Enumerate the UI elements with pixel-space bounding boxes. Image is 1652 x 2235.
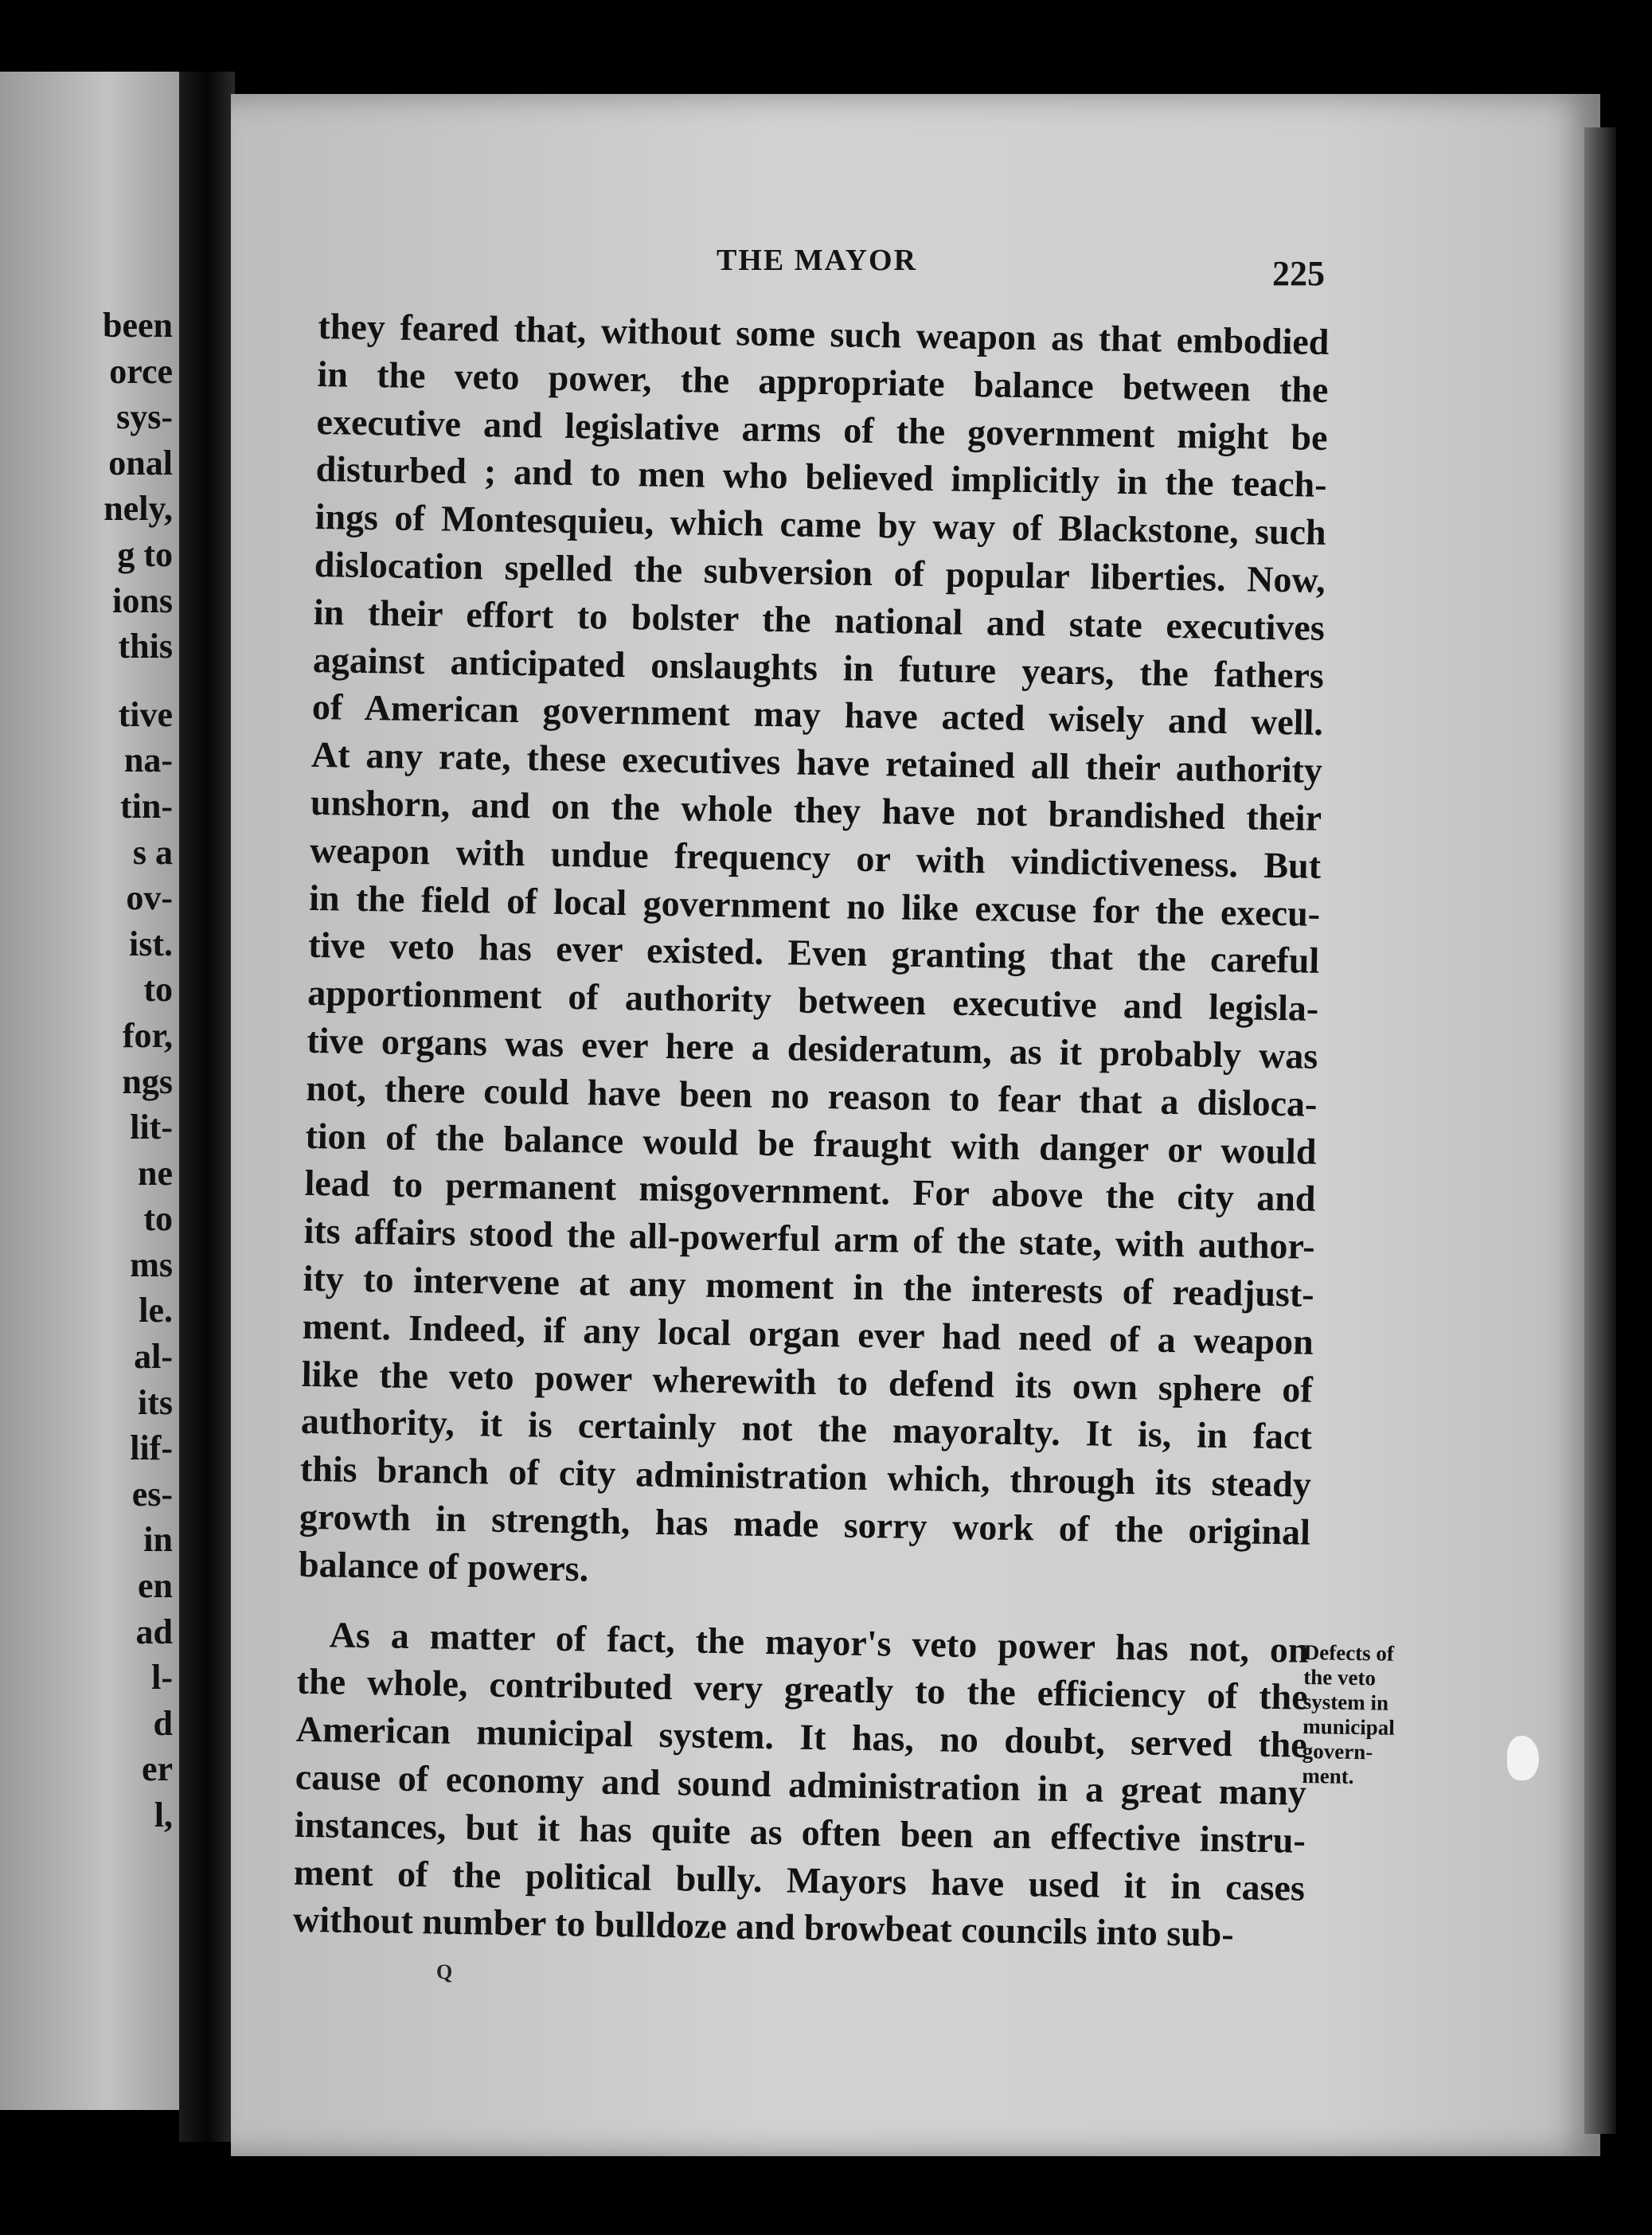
running-head: THE MAYOR	[717, 244, 918, 277]
text-line: As a matter of fact, the mayor's veto power has not, on	[329, 1613, 1309, 1670]
text-line: lead to permanent misgovernment. For above the city and	[304, 1162, 1316, 1220]
line-fragment: er	[141, 1749, 173, 1789]
text-line: American municipal system. It has, no doubt, served the	[295, 1708, 1308, 1765]
previous-page-line-endings	[103, 303, 173, 1838]
text-line: tion of the balance would be fraught with danger or would	[305, 1115, 1317, 1172]
line-fragment: g to	[117, 534, 173, 574]
text-line: in the field of local government no like excuse for the execu-	[308, 877, 1321, 934]
line-fragment: tin-	[120, 786, 173, 826]
page-number: 225	[1272, 254, 1325, 293]
line-fragment: d	[153, 1703, 173, 1743]
sidenote-line: govern-	[1302, 1738, 1373, 1764]
line-fragment: sys-	[116, 397, 173, 437]
sidenote-line: Defects of	[1303, 1640, 1395, 1666]
line-fragment: been	[103, 306, 173, 345]
line-fragment: to	[143, 1199, 173, 1239]
text-line: without number to bulldoze and browbeat councils into sub-	[292, 1899, 1235, 1955]
sidenote-line: the veto	[1303, 1664, 1377, 1690]
text-line: tive organs was ever here a desideratum, as it probably was	[307, 1019, 1318, 1076]
line-fragment: ngs	[122, 1061, 173, 1101]
text-line: apportionment of authority between executive and legisla-	[307, 972, 1319, 1029]
margin-sidenote	[1302, 1640, 1396, 1790]
line-fragment: this	[118, 627, 173, 666]
text-line: tive veto has ever existed. Even granting that the careful	[307, 924, 1320, 982]
text-line: authority, it is certainly not the mayoralty. It is, in fact	[300, 1401, 1313, 1458]
paragraph-2	[293, 1610, 1309, 1959]
text-line: executive and legislative arms of the government might be	[316, 401, 1328, 458]
page-edge-shadow	[1584, 127, 1616, 2134]
body-text	[293, 303, 1330, 1960]
text-line: cause of economy and sound administration in a great many	[295, 1756, 1307, 1813]
text-line: the whole, contributed very greatly to the efficiency of the	[296, 1661, 1309, 1718]
text-line: ity to intervene at any moment in the interests of readjust-	[303, 1257, 1314, 1315]
paragraph-1	[299, 303, 1330, 1604]
text-line: its affairs stood the all-powerful arm of the state, with author-	[303, 1210, 1315, 1267]
line-fragment: l,	[154, 1795, 173, 1834]
line-fragment: ne	[138, 1153, 173, 1193]
scan-blemish	[1507, 1736, 1539, 1780]
sidenote-line: ment.	[1302, 1763, 1354, 1789]
line-fragment: in	[143, 1520, 173, 1560]
line-fragment: l-	[151, 1658, 173, 1698]
text-line: they feared that, without some such weapon as that embodied	[318, 305, 1330, 362]
line-fragment: lit-	[130, 1108, 173, 1147]
sidenote-line: system in	[1302, 1689, 1389, 1715]
text-line: weapon with undue frequency or with vindictiveness. But	[309, 829, 1322, 886]
line-fragment: ad	[135, 1612, 173, 1651]
text-line: growth in strength, has made sorry work of the original	[299, 1495, 1311, 1553]
sidenote-line: municipal	[1302, 1713, 1396, 1740]
previous-page-fragment	[0, 72, 179, 2110]
line-fragment: to	[143, 970, 173, 1010]
text-line: ings of Montesquieu, which came by way of Blackstone, such	[314, 496, 1327, 553]
line-fragment: le.	[139, 1291, 173, 1330]
text-line: instances, but it has quite as often been an effective instru-	[294, 1803, 1306, 1861]
text-line: unshorn, and on the whole they have not brandished their	[310, 781, 1322, 838]
line-fragment: lif-	[130, 1428, 173, 1468]
text-line: balance of powers.	[298, 1543, 589, 1589]
line-fragment: tive	[118, 694, 173, 734]
text-line: like the veto power wherewith to defend its own sphere of	[301, 1353, 1314, 1410]
text-line: dislocation spelled the subversion of popular liberties. Now,	[314, 543, 1326, 600]
line-fragment: ions	[112, 580, 173, 620]
line-fragment: ov-	[126, 878, 173, 918]
text-line: ment of the political bully. Mayors have used it in cases	[293, 1851, 1306, 1909]
line-fragment: nely,	[103, 489, 173, 529]
line-fragment: en	[138, 1566, 173, 1606]
line-fragment: s a	[132, 832, 173, 872]
line-fragment: onal	[108, 443, 173, 483]
line-fragment: al-	[134, 1337, 173, 1377]
text-line: in their effort to bolster the national and state executives	[313, 591, 1326, 648]
text-line: At any rate, these executives have retained all their authority	[310, 734, 1323, 791]
text-line: against anticipated onslaughts in future years, the fathers	[312, 639, 1325, 696]
line-fragment: for,	[122, 1015, 173, 1055]
text-line: ment. Indeed, if any local organ ever had need of a weapon	[302, 1305, 1314, 1362]
line-fragment	[103, 670, 173, 692]
text-line: not, there could have been no reason to fear that a disloca-	[306, 1067, 1318, 1124]
book-gutter	[179, 72, 235, 2142]
line-fragment: es-	[131, 1474, 173, 1514]
line-fragment: its	[138, 1382, 173, 1422]
text-line: this branch of city administration which, through its steady	[299, 1448, 1312, 1505]
line-fragment: orce	[109, 351, 173, 391]
line-fragment: na-	[123, 740, 173, 780]
text-line: of American government may have acted wisely and well.	[311, 686, 1324, 744]
signature-mark: Q	[436, 1960, 453, 1983]
text-line: in the veto power, the appropriate balance between the	[317, 353, 1329, 410]
line-fragment: ist.	[129, 924, 173, 963]
text-line: disturbed ; and to men who believed implicitly in the teach-	[315, 448, 1327, 506]
line-fragment: ms	[130, 1244, 173, 1284]
